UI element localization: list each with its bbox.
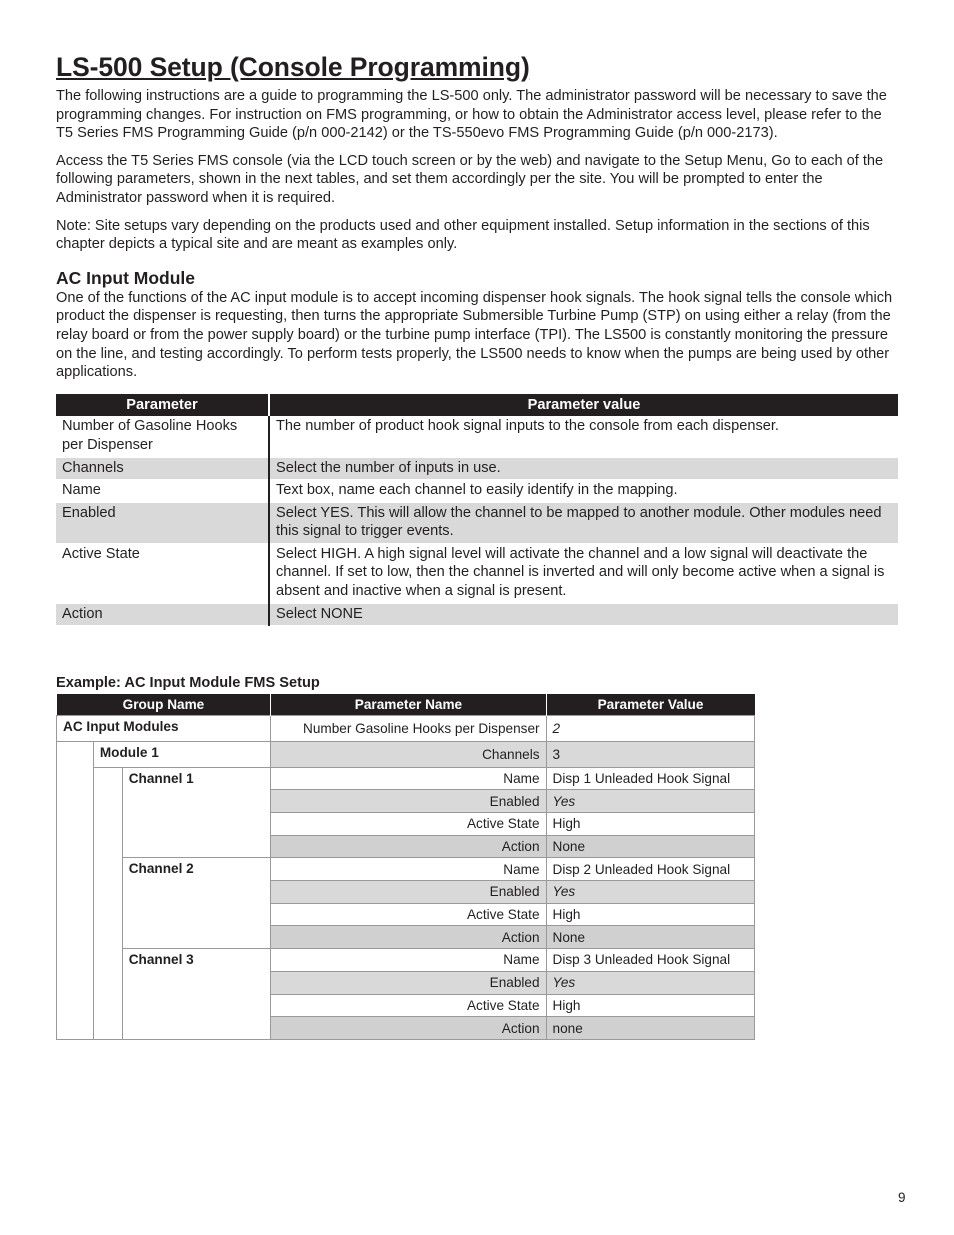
column-header: Parameter value: [269, 394, 898, 417]
parameter-name-cell: Active State: [271, 994, 546, 1017]
section-heading: AC Input Module: [56, 267, 196, 288]
page-number: 9: [898, 1190, 906, 1205]
parameter-value-cell: Yes: [546, 881, 754, 904]
parameter-value-cell: High: [546, 903, 754, 926]
parameter-value-cell: none: [546, 1017, 754, 1040]
example-table-header: [57, 694, 755, 716]
parameter-name-cell: Number Gasoline Hooks per Dispenser: [271, 716, 546, 742]
indent-cell: [57, 741, 94, 1039]
column-header: Parameter Name: [271, 694, 546, 716]
parameter-value-cell: High: [546, 994, 754, 1017]
note-paragraph: Note: Site setups vary depending on the products used and other equipment installed. Setup information in the sections of this chapter depicts a typical site and are meant as examples only.: [56, 217, 870, 253]
value-cell: Select HIGH. A high signal level will activate the channel and a low signal will deactivate the channel. If set to low, then the channel is inverted and will only become active when a signal is absent and inactive when a signal is present.: [269, 543, 898, 603]
value-cell: The number of product hook signal inputs to the console from each dispenser.: [269, 416, 898, 457]
parameter-cell: Name: [56, 480, 269, 503]
parameter-table-header: [56, 394, 898, 417]
parameter-cell: Enabled: [56, 502, 269, 543]
table-row: [57, 741, 755, 767]
value-cell: Select the number of inputs in use.: [269, 457, 898, 480]
parameter-value-cell: None: [546, 926, 754, 949]
parameter-cell: Action: [56, 603, 269, 626]
column-header: Group Name: [57, 694, 271, 716]
page-title: LS-500 Setup (Console Programming): [56, 52, 530, 82]
table-row: [56, 502, 898, 543]
parameter-name-cell: Enabled: [271, 881, 546, 904]
value-cell: Text box, name each channel to easily identify in the mapping.: [269, 480, 898, 503]
table-row: [56, 603, 898, 626]
parameter-value-cell: None: [546, 835, 754, 858]
column-header: Parameter Value: [546, 694, 754, 716]
column-header: Parameter: [56, 394, 269, 417]
parameter-name-cell: Action: [271, 1017, 546, 1040]
table-row: [56, 543, 898, 603]
parameter-cell: Active State: [56, 543, 269, 603]
page: [56, 50, 898, 1040]
parameter-value-cell: Disp 3 Unleaded Hook Signal: [546, 949, 754, 972]
parameter-value-cell: Disp 2 Unleaded Hook Signal: [546, 858, 754, 881]
parameter-cell: Channels: [56, 457, 269, 480]
table-row: [57, 716, 755, 742]
parameter-value-cell: Yes: [546, 971, 754, 994]
parameter-table: [56, 394, 898, 627]
parameter-name-cell: Active State: [271, 813, 546, 836]
table-row: [57, 858, 755, 881]
parameter-value-cell: Disp 1 Unleaded Hook Signal: [546, 767, 754, 790]
intro-paragraph-2: Access the T5 Series FMS console (via the LCD touch screen or by the web) and navigate to the Setup Menu, Go to each of the following parameters, shown in the next tables, and set them accordingly per the site. You will be prompted to enter the Administrator password when it is required.: [56, 152, 884, 206]
section-body: One of the functions of the AC input module is to accept incoming dispenser hook signals. The hook signal tells the console which product the dispenser is requesting, then turns the appropriate Submersible Turbine Pump (STP) on using either a relay (from the relay board or from the power supply board) or the turbine pump interface (TPI). The LS500 is constantly monitoring the pressure on the line, and testing accordingly. To perform tests properly, the LS500 needs to know when the pumps are being used by other applications.: [56, 289, 893, 381]
parameter-name-cell: Active State: [271, 903, 546, 926]
table-row: [57, 949, 755, 972]
parameter-name-cell: Action: [271, 835, 546, 858]
parameter-cell: Number of Gasoline Hooks per Dispenser: [56, 416, 269, 457]
intro-paragraph-1: The following instructions are a guide to programming the LS-500 only. The administrator password will be necessary to save the programming changes. For instruction on FMS programming, or how to obtain the Administrator access level, please refer to the T5 Series FMS Programming Guide (p/n 000-2142) or the TS-550evo FMS Programming Guide (p/n 000-2173).: [56, 88, 887, 142]
table-row: [56, 480, 898, 503]
value-cell: Select YES. This will allow the channel to be mapped to another module. Other modules need this signal to trigger events.: [269, 502, 898, 543]
parameter-value-cell: 3: [546, 741, 754, 767]
value-cell: Select NONE: [269, 603, 898, 626]
channel-name-cell: Channel 2: [122, 858, 271, 949]
indent-cell: [93, 767, 122, 1039]
example-table: [56, 694, 755, 1040]
parameter-value-cell: Yes: [546, 790, 754, 813]
example-caption: Example: AC Input Module FMS Setup: [56, 675, 320, 692]
parameter-value-cell: High: [546, 813, 754, 836]
parameter-name-cell: Action: [271, 926, 546, 949]
channel-name-cell: Channel 1: [122, 767, 271, 858]
table-row: [57, 767, 755, 790]
module-name-cell: Module 1: [93, 741, 271, 767]
parameter-name-cell: Name: [271, 858, 546, 881]
table-row: [56, 416, 898, 457]
parameter-value-cell: 2: [546, 716, 754, 742]
table-row: [56, 457, 898, 480]
parameter-name-cell: Name: [271, 767, 546, 790]
parameter-name-cell: Enabled: [271, 971, 546, 994]
parameter-name-cell: Enabled: [271, 790, 546, 813]
parameter-name-cell: Name: [271, 949, 546, 972]
channel-name-cell: Channel 3: [122, 949, 271, 1040]
group-name-cell: AC Input Modules: [57, 716, 271, 742]
parameter-name-cell: Channels: [271, 741, 546, 767]
